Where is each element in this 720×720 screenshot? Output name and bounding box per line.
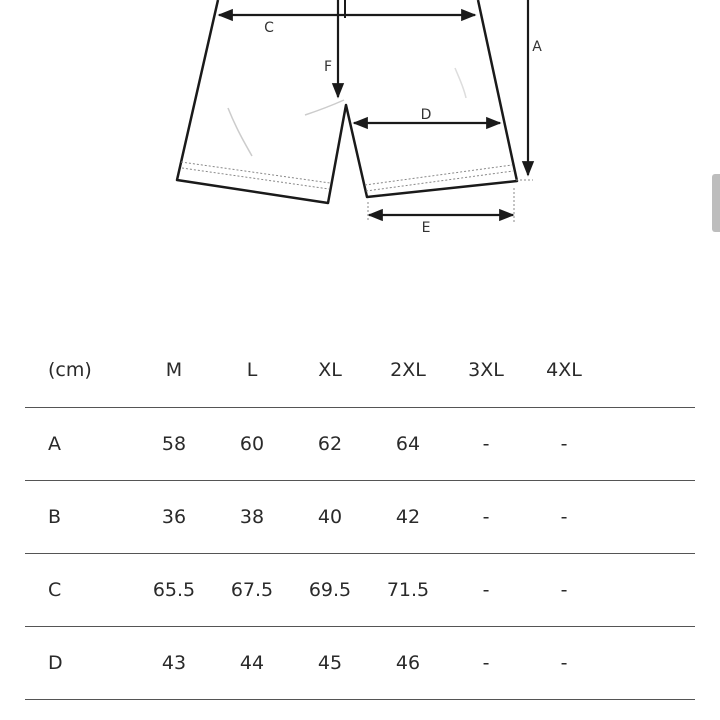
size-header: M [135, 333, 213, 408]
table-cell: 64 [369, 408, 447, 481]
table-cell: 69.5 [291, 554, 369, 627]
table-cell: 42 [369, 481, 447, 554]
header-spacer [603, 333, 695, 408]
unit-header: (cm) [25, 333, 135, 408]
size-header: 3XL [447, 333, 525, 408]
table-cell: 71.5 [369, 554, 447, 627]
measure-d-arrow [354, 107, 500, 123]
table-cell: 67.5 [213, 554, 291, 627]
table-cell: 60 [213, 408, 291, 481]
table-cell: - [525, 554, 603, 627]
table-cell: - [447, 554, 525, 627]
table-cell: 58 [135, 408, 213, 481]
table-row [25, 481, 695, 554]
table-cell: 40 [291, 481, 369, 554]
row-label: D [25, 627, 135, 700]
table-cell: 62 [291, 408, 369, 481]
row-spacer [603, 554, 695, 627]
row-spacer [603, 627, 695, 700]
table-cell: 38 [213, 481, 291, 554]
table-cell: 46 [369, 627, 447, 700]
row-label: C [25, 554, 135, 627]
table-row [25, 627, 695, 700]
shorts-measurement-diagram [0, 0, 720, 240]
size-header: L [213, 333, 291, 408]
row-spacer [603, 408, 695, 481]
table-cell: 65.5 [135, 554, 213, 627]
table-cell: - [447, 408, 525, 481]
table-cell: - [525, 627, 603, 700]
size-header: 4XL [525, 333, 603, 408]
row-label: A [25, 408, 135, 481]
measure-label-a: A [532, 39, 542, 55]
table-cell: - [447, 627, 525, 700]
table-cell: 44 [213, 627, 291, 700]
table-cell: 43 [135, 627, 213, 700]
shorts-outline [177, 0, 517, 203]
measure-label-f: F [323, 59, 333, 75]
table-row [25, 554, 695, 627]
size-chart-table [25, 333, 695, 700]
size-header: XL [291, 333, 369, 408]
measure-label-c: C [264, 20, 274, 36]
scrollbar-thumb[interactable] [712, 174, 720, 232]
table-row [25, 408, 695, 481]
measure-label-e: E [421, 220, 431, 236]
measure-c-arrow [219, 15, 475, 36]
table-cell: 45 [291, 627, 369, 700]
row-spacer [603, 481, 695, 554]
measure-a-arrow [516, 0, 542, 180]
table-cell: - [525, 408, 603, 481]
table-cell: 36 [135, 481, 213, 554]
table-cell: - [525, 481, 603, 554]
table-cell: - [447, 481, 525, 554]
table-header-row [25, 333, 695, 408]
measure-label-d: D [420, 107, 432, 123]
row-label: B [25, 481, 135, 554]
size-header: 2XL [369, 333, 447, 408]
